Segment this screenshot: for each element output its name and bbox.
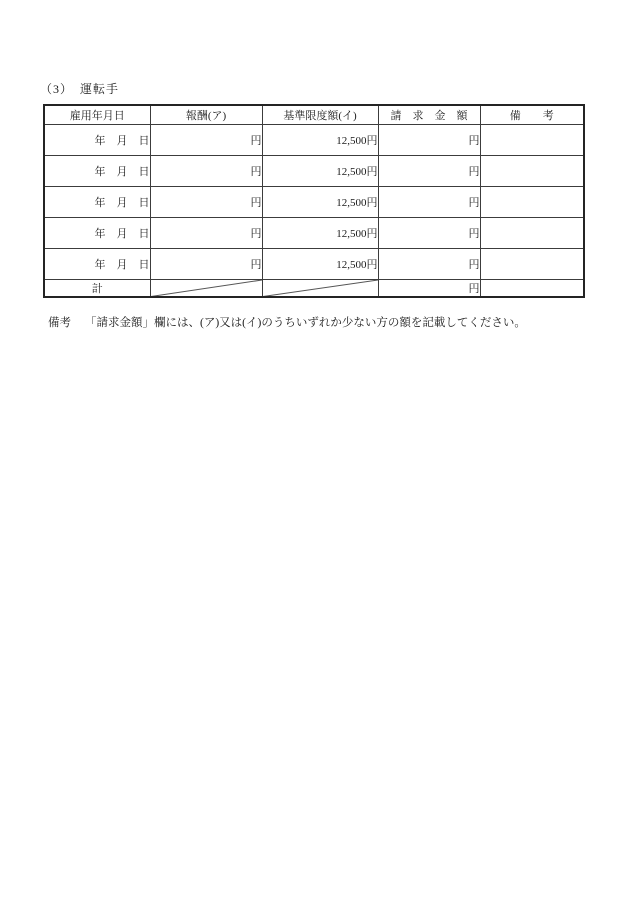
table-row <box>44 186 584 217</box>
reward-cell: 円 <box>150 124 262 155</box>
table-row <box>44 155 584 186</box>
col-header-employment-date: 雇用年月日 <box>44 105 150 124</box>
diagonal-slash-icon <box>151 280 262 297</box>
employment-date-cell: 年 月 日 <box>44 217 150 248</box>
billing-amount-cell: 円 <box>378 217 480 248</box>
limit-amount-cell: 12,500円 <box>262 248 378 279</box>
table-row <box>44 248 584 279</box>
billing-amount-cell: 円 <box>378 248 480 279</box>
billing-amount-cell: 円 <box>378 155 480 186</box>
billing-amount-cell: 円 <box>378 186 480 217</box>
diagonal-slash-icon <box>263 280 378 297</box>
employment-date-cell: 年 月 日 <box>44 248 150 279</box>
limit-amount-cell: 12,500円 <box>262 124 378 155</box>
limit-amount-cell: 12,500円 <box>262 186 378 217</box>
col-header-billing-amount: 請 求 金 額 <box>378 105 480 124</box>
employment-date-cell: 年 月 日 <box>44 155 150 186</box>
remarks-cell <box>480 248 584 279</box>
total-label-cell: 計 <box>44 279 150 297</box>
limit-amount-cell: 12,500円 <box>262 217 378 248</box>
table-row <box>44 124 584 155</box>
billing-amount-cell: 円 <box>378 124 480 155</box>
total-row <box>44 279 584 297</box>
col-header-remarks: 備 考 <box>480 105 584 124</box>
limit-amount-cell: 12,500円 <box>262 155 378 186</box>
driver-fee-table <box>43 104 585 298</box>
table-row <box>44 217 584 248</box>
limit-total-slashed-cell <box>262 279 378 297</box>
remarks-cell <box>480 186 584 217</box>
note <box>48 314 526 330</box>
reward-cell: 円 <box>150 186 262 217</box>
reward-cell: 円 <box>150 217 262 248</box>
employment-date-cell: 年 月 日 <box>44 124 150 155</box>
col-header-reward: 報酬(ア) <box>150 105 262 124</box>
reward-cell: 円 <box>150 155 262 186</box>
remarks-cell <box>480 217 584 248</box>
reward-cell: 円 <box>150 248 262 279</box>
employment-date-cell: 年 月 日 <box>44 186 150 217</box>
table-header-row <box>44 105 584 124</box>
note-label: 備考 <box>48 317 71 329</box>
remarks-cell <box>480 155 584 186</box>
col-header-limit-amount: 基準限度額(イ) <box>262 105 378 124</box>
billing-total-cell: 円 <box>378 279 480 297</box>
section-title: （3） 運転手 <box>40 82 120 96</box>
remarks-cell <box>480 124 584 155</box>
reward-total-slashed-cell <box>150 279 262 297</box>
remarks-total-cell <box>480 279 584 297</box>
note-text: 「請求金額」欄には、(ア)又は(イ)のうちいずれか少ない方の額を記載してください。 <box>85 317 526 329</box>
